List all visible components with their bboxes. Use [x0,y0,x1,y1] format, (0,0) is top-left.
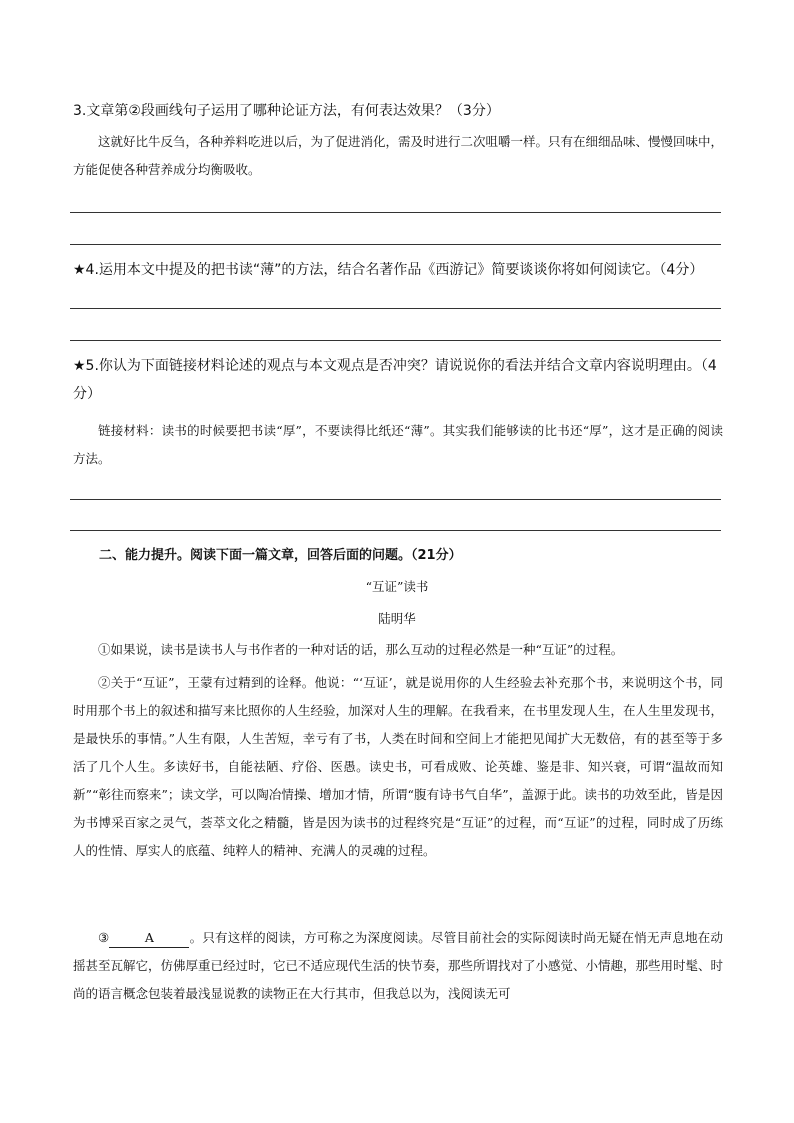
article-author: 陆明华 [378,611,416,626]
question-3: 3.文章第②段画线句子运用了哪种论证方法，有何表达效果？（3分） [73,103,500,119]
question-3-quote: 这就好比牛反刍，各种养料吃进以后，为了促进消化，需及时进行二次咀嚼一样。只有在细细品味、慢慢回味中，方能促使各种营养成分均衡吸收。 [73,134,724,177]
paragraph-3-number: ③ [98,930,110,945]
question-5: ★5.你认为下面链接材料论述的观点与本文观点是否冲突？请说说你的看法并结合文章内容说明理由。（4分） [73,358,717,402]
answer-line [70,212,721,213]
paragraph-3-text: 。只有这样的阅读，方可称之为深度阅读。尽管目前社会的实际阅读时尚无疑在悄无声息地在动摇甚至瓦解它，仿佛厚重已经过时，它已不适应现代生活的快节奏，那些所谓找对了小感觉、小情趣，那些用时髦、时尚的语言概念包装着最浅显说教的读物正在大行其市，但我总以为，浅阅读无可 [73,930,724,1001]
question-4: ★4.运用本文中提及的把书读“薄”的方法，结合名著作品《西游记》简要谈谈你将如何阅读它。（4分） [73,262,704,278]
paragraph-2: ②关于“互证”，王蒙有过精到的诠释。他说：“‘互证’，就是说用你的人生经验去补充那个书，来说明这个书，同时用那个书上的叙述和描写来比照你的人生经验，加深对人生的理解。在我看来，在书里发现人生，在人生里发现书，是最快乐的事情。”人生有限，人生苦短，幸亏有了书，人类在时间和空间上才能把见闻扩大无数倍，有的甚至等于多活了几个人生。多读好书，自能祛陋、疗俗、医愚。读史书，可看成败、论英雄、鉴是非、知兴衰，可谓“温故而知新”“彰往而察来”；读文学，可以陶冶情操、增加才情，所谓“腹有诗书气自华”，盖源于此。读书的功效至此，皆是因为书博采百家之灵气，荟萃文化之精髓，皆是因为读书的过程终究是“互证”的过程，而“互证”的过程，同时成了历练人的性情、厚实人的底蕴、纯粹人的精神、充满人的灵魂的过程。 [73,675,724,858]
article-title: “互证”读书 [365,579,429,594]
answer-line [70,530,721,531]
answer-line [70,308,721,309]
fill-blank-A[interactable]: A [109,929,189,948]
answer-line [70,340,721,341]
paragraph-1: ①如果说，读书是读书人与书作者的一种对话的话，那么互动的过程必然是一种“互证”的过程。 [98,642,624,657]
question-5-material: 链接材料：读书的时候要把书读“厚”，不要读得比纸还“薄”。其实我们能够读的比书还“厚”，这才是正确的阅读方法。 [73,423,723,466]
answer-line [70,244,721,245]
answer-line [70,499,721,500]
section-2-heading: 二、能力提升。阅读下面一篇文章，回答后面的问题。（21分） [99,548,462,563]
paragraph-3 [73,924,723,1008]
